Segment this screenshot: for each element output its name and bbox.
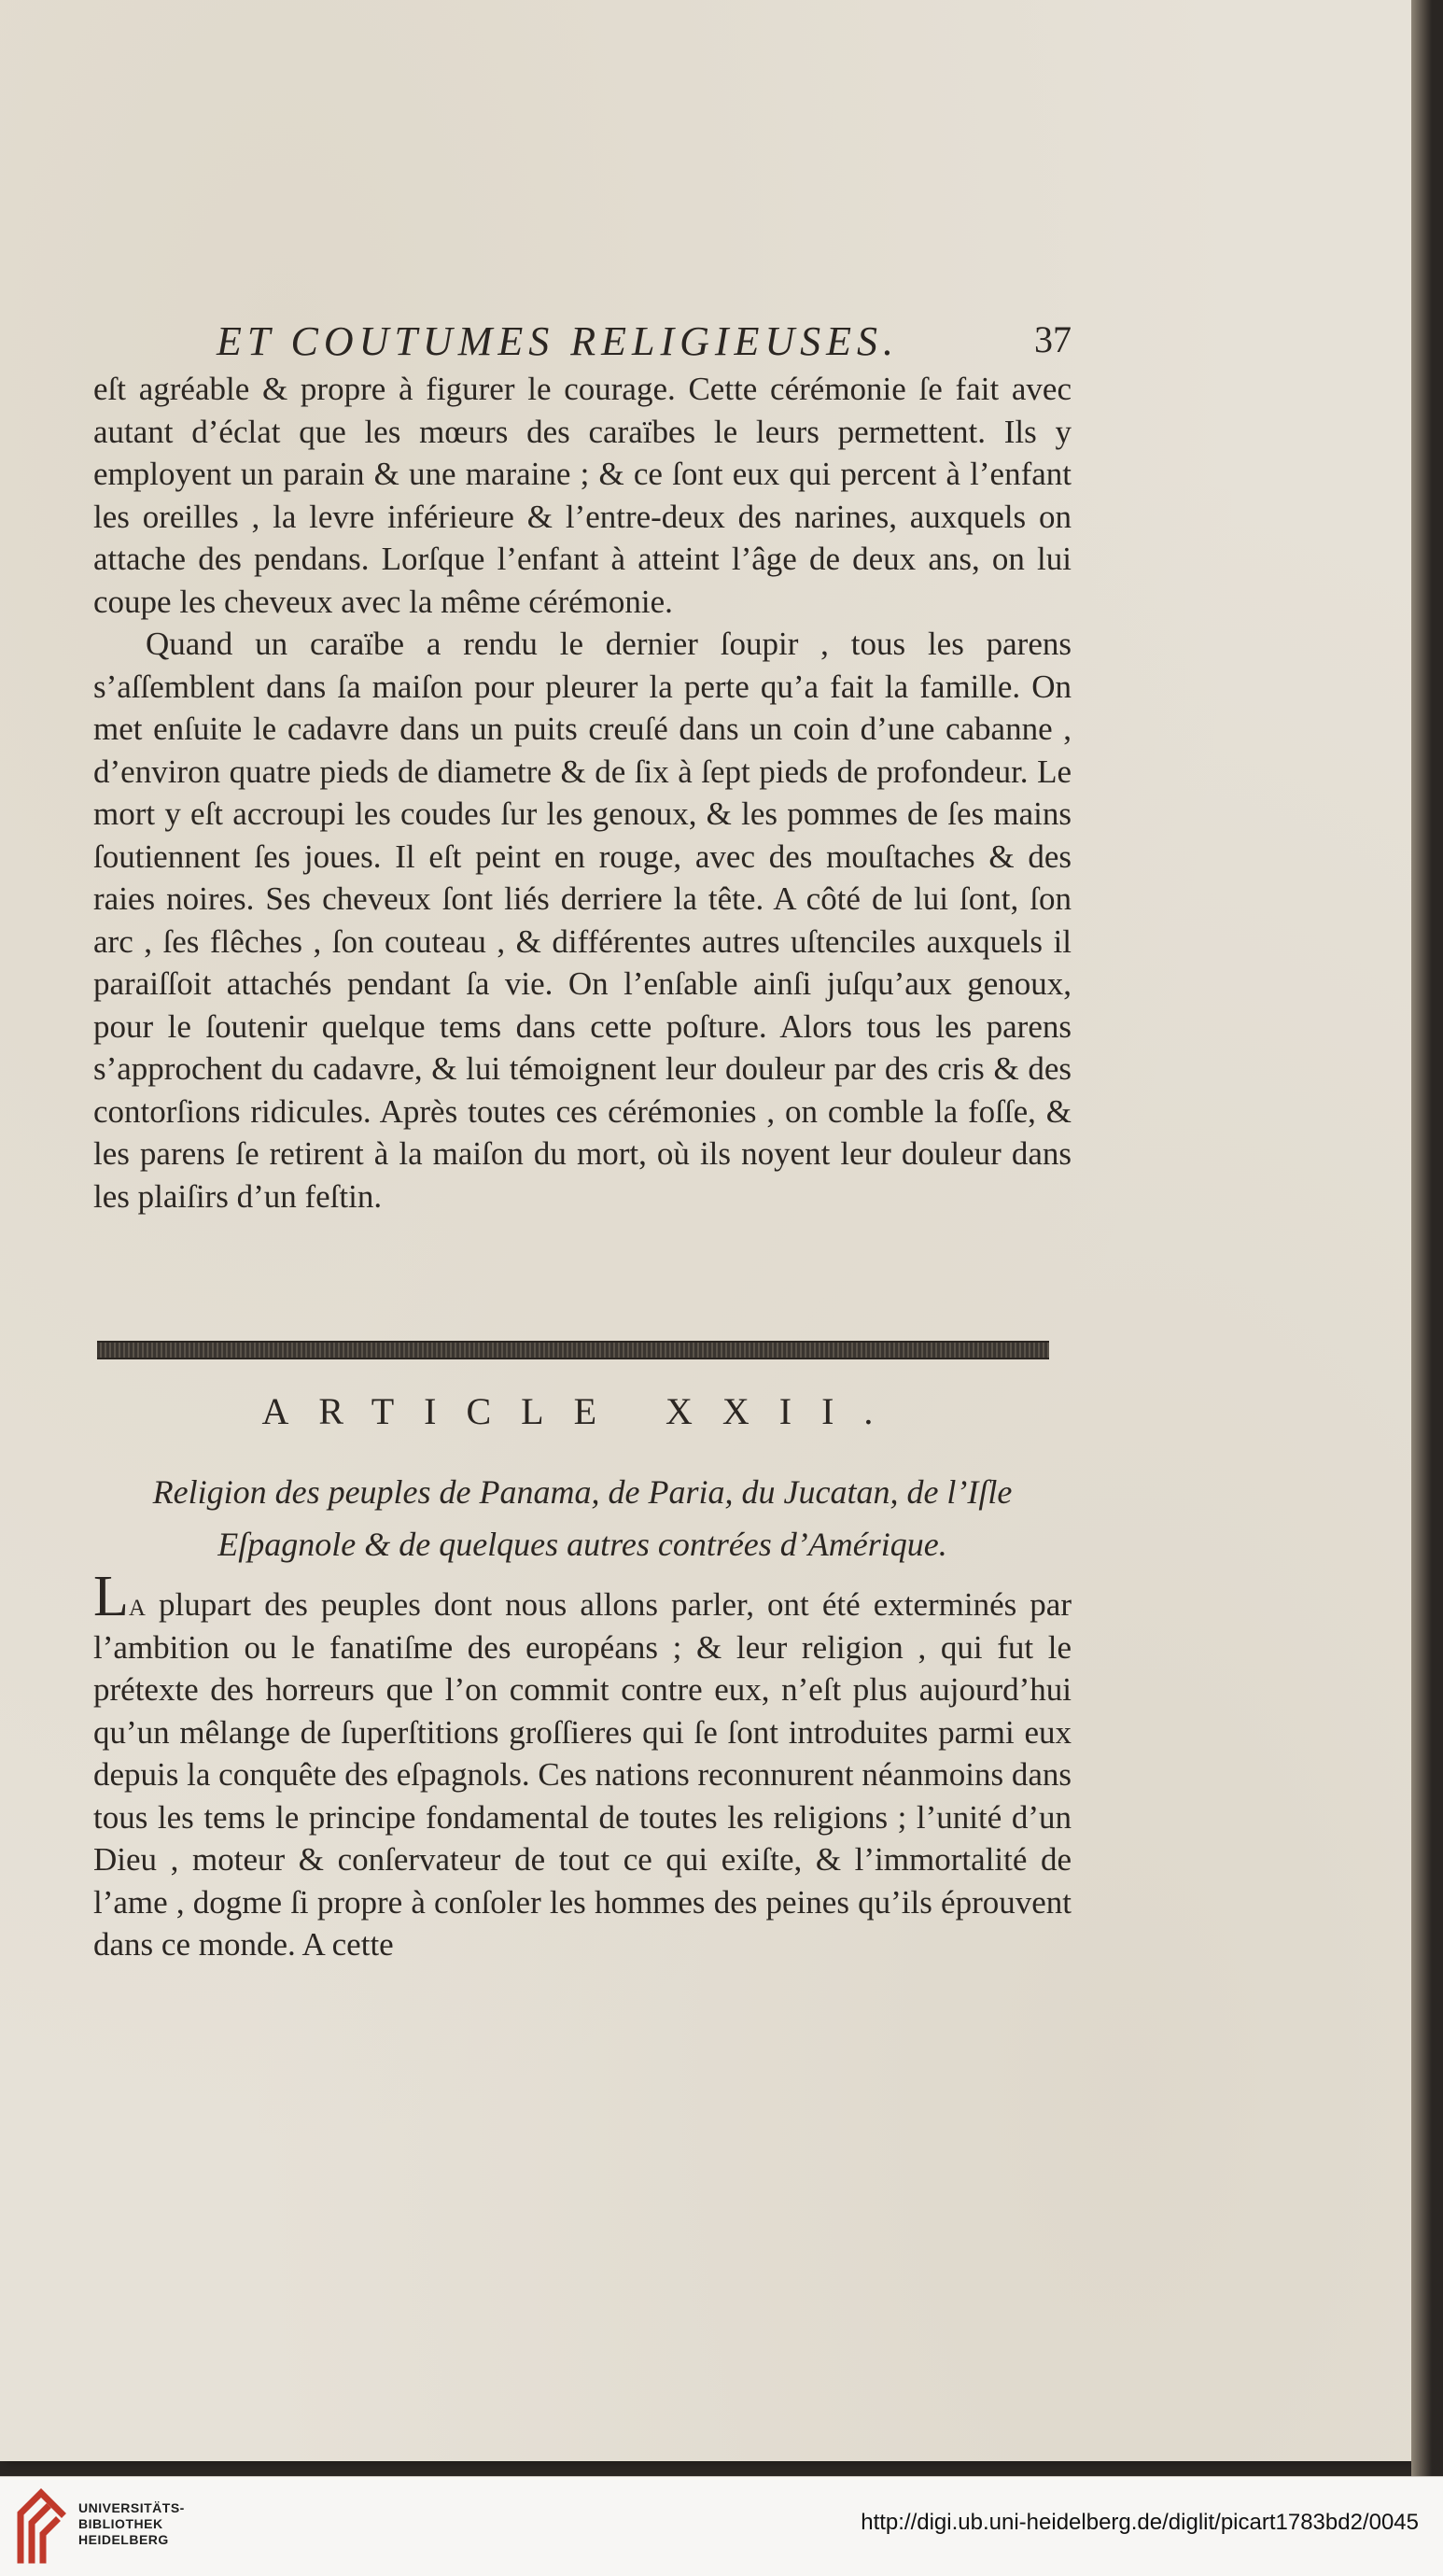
- article-subtitle: [93, 1466, 1072, 1570]
- drop-cap: L: [93, 1565, 129, 1628]
- page-edge: [1411, 0, 1432, 2476]
- subtitle-line-1: Religion des peuples de Panama, de Paria, du Jucatan, de l’Iſle: [152, 1473, 1013, 1511]
- library-name: [78, 2500, 185, 2548]
- library-name-line-1: UNIVERSITÄTS-: [78, 2500, 185, 2515]
- running-title: ET COUTUMES RELIGIEUSES.: [217, 318, 900, 364]
- bottom-text-block: [93, 1565, 1072, 1966]
- page-number: 37: [1034, 318, 1072, 360]
- running-head: [93, 317, 1072, 366]
- library-name-line-3: HEIDELBERG: [78, 2532, 169, 2547]
- paragraph-ceremony: eſt agréable & propre à figurer le courage. Cette cérémonie ſe fait avec autant d’éclat que les mœurs des caraïbes le leurs permettent. Ils y employent un parain & une maraine ; & ce ſont eux qui percent à l’enfant les oreilles , la levre inférieure & l’entre-deux des narines, auxquels on attache des pendans. Lorſque l’enfant à atteint l’âge de deux ans, on lui coupe les cheveux avec la même cérémonie.: [93, 371, 1072, 620]
- subtitle-line-2: Eſpagnole & de quelques autres contrées d’Amérique.: [217, 1526, 947, 1563]
- library-logo-icon: [15, 2485, 69, 2566]
- top-text-block: [93, 368, 1072, 1218]
- section-divider-rule: [97, 1341, 1049, 1359]
- library-name-line-2: BIBLIOTHEK: [78, 2516, 163, 2531]
- paragraph-religion: [93, 1565, 1072, 1966]
- permalink-url[interactable]: http://digi.ub.uni-heidelberg.de/diglit/picart1783bd2/0045: [861, 2510, 1419, 2535]
- drop-cap-rest: a: [128, 1586, 146, 1623]
- paragraph-religion-text: plupart des peuples dont nous allons parler, ont été exterminés par l’ambition ou le fanatiſme des européans ; & leur religion , qui fut le prétexte des horreurs que l’on commit contre eux, n’eſt plus aujourd’hui qu’un mêlange de ſuperſtitions groſſieres qui ſe ſont introduites parmi eux depuis la conquête des eſpagnols. Ces nations reconnurent néanmoins dans tous les tems le principe fondamental de toutes les religions ; l’unité d’un Dieu , moteur & conſervateur de tout ce qui exiſte, & l’immortalité de l’ame , dogme ſi propre à conſoler les hommes des peines qu’ils éprouvent dans ce monde. A cette: [93, 1586, 1072, 1963]
- paragraph-funeral: Quand un caraïbe a rendu le dernier ſoupir , tous les parens s’aſſemblent dans ſa maiſon pour pleurer la perte qu’a fait la famille. On met enſuite le cadavre dans un puits creuſé dans un coin d’une cabanne , d’environ quatre pieds de diametre & de ſix à ſept pieds de profondeur. Le mort y eſt accroupi les coudes ſur les genoux, & les pommes de ſes mains ſoutiennent ſes joues. Il eſt peint en rouge, avec des mouſtaches & des raies noires. Ses cheveux ſont liés derriere la tête. A côté de lui ſont, ſon arc , ſes flêches , ſon couteau , & différentes autres uſtenciles auxquels il paraiſſoit attachés pendant ſa vie. On l’enſable ainſi juſqu’aux genoux, pour le ſoutenir quelque tems dans cette poſture. Alors tous les parens s’approchent du cadavre, & lui témoignent leur douleur par des cris & des contorſions ridicules. Après toutes ces cérémonies , on comble la foſſe, & les parens ſe retirent à la maiſon du mort, où ils noyent leur douleur dans les plaiſirs d’un feſtin.: [93, 626, 1072, 1215]
- article-heading: ARTICLE XXII.: [261, 1390, 904, 1432]
